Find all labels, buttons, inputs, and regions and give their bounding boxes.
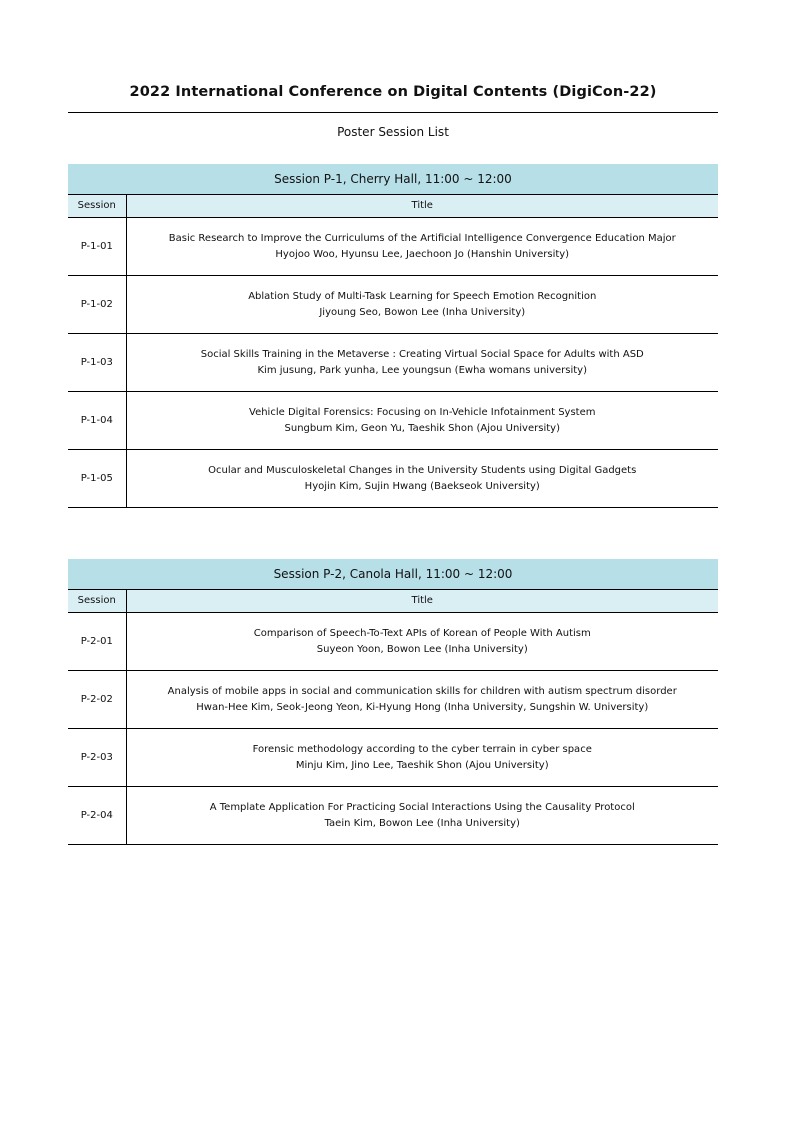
poster-entry — [126, 218, 718, 276]
column-header-title: Title — [126, 590, 718, 613]
column-header-session: Session — [68, 590, 126, 613]
poster-entry — [126, 392, 718, 450]
poster-title: A Template Application For Practicing Social Interactions Using the Causality Protocol — [209, 801, 635, 813]
table-row — [68, 671, 718, 729]
document-subtitle: Poster Session List — [337, 125, 449, 139]
poster-id: P-1-04 — [68, 392, 126, 450]
poster-id: P-1-05 — [68, 450, 126, 508]
poster-title: Ocular and Musculoskeletal Changes in the University Students using Digital Gadgets — [208, 464, 637, 476]
table-row — [68, 276, 718, 334]
poster-authors: Taein Kim, Bowon Lee (Inha University) — [324, 817, 520, 829]
poster-entry — [126, 671, 718, 729]
table-row — [68, 392, 718, 450]
table-row — [68, 450, 718, 508]
session-heading: Session P-2, Canola Hall, 11:00 ~ 12:00 — [68, 559, 718, 590]
poster-authors: Kim jusung, Park yunha, Lee youngsun (Ewha womans university) — [257, 364, 587, 376]
poster-title: Comparison of Speech-To-Text APIs of Korean of People With Autism — [253, 627, 591, 639]
poster-id: P-1-02 — [68, 276, 126, 334]
poster-authors: Hwan-Hee Kim, Seok-Jeong Yeon, Ki-Hyung Hong (Inha University, Sungshin W. University) — [196, 701, 649, 713]
poster-authors: Suyeon Yoon, Bowon Lee (Inha University) — [316, 643, 528, 655]
poster-id: P-2-02 — [68, 671, 126, 729]
poster-title: Analysis of mobile apps in social and communication skills for children with autism spectrum disorder — [167, 685, 677, 697]
poster-title: Basic Research to Improve the Curriculums of the Artificial Intelligence Convergence Education Major — [168, 232, 676, 244]
column-header-session: Session — [68, 195, 126, 218]
poster-authors: Minju Kim, Jino Lee, Taeshik Shon (Ajou University) — [295, 759, 549, 771]
table-row — [68, 613, 718, 671]
title-divider — [68, 112, 718, 113]
table-row — [68, 787, 718, 845]
poster-id: P-2-04 — [68, 787, 126, 845]
session-table-p2 — [68, 559, 718, 845]
poster-title: Vehicle Digital Forensics: Focusing on In-Vehicle Infotainment System — [249, 406, 596, 418]
session-heading: Session P-1, Cherry Hall, 11:00 ~ 12:00 — [68, 164, 718, 195]
poster-authors: Jiyoung Seo, Bowon Lee (Inha University) — [319, 306, 526, 318]
poster-title: Social Skills Training in the Metaverse : Creating Virtual Social Space for Adults with ASD — [200, 348, 644, 360]
poster-entry — [126, 613, 718, 671]
document-title: 2022 International Conference on Digital Contents (DigiCon-22) — [129, 84, 657, 100]
poster-authors: Sungbum Kim, Geon Yu, Taeshik Shon (Ajou University) — [284, 422, 560, 434]
poster-authors: Hyojoo Woo, Hyunsu Lee, Jaechoon Jo (Hanshin University) — [275, 248, 570, 260]
poster-title: Forensic methodology according to the cyber terrain in cyber space — [252, 743, 592, 755]
table-row — [68, 334, 718, 392]
poster-id: P-2-03 — [68, 729, 126, 787]
poster-id: P-2-01 — [68, 613, 126, 671]
poster-id: P-1-01 — [68, 218, 126, 276]
table-row — [68, 729, 718, 787]
poster-entry — [126, 729, 718, 787]
poster-entry — [126, 334, 718, 392]
poster-entry — [126, 450, 718, 508]
poster-entry — [126, 276, 718, 334]
table-row — [68, 218, 718, 276]
poster-authors: Hyojin Kim, Sujin Hwang (Baekseok University) — [304, 480, 540, 492]
poster-id: P-1-03 — [68, 334, 126, 392]
poster-title: Ablation Study of Multi-Task Learning for Speech Emotion Recognition — [248, 290, 597, 302]
column-header-title: Title — [126, 195, 718, 218]
session-table-p1 — [68, 164, 718, 508]
poster-entry — [126, 787, 718, 845]
